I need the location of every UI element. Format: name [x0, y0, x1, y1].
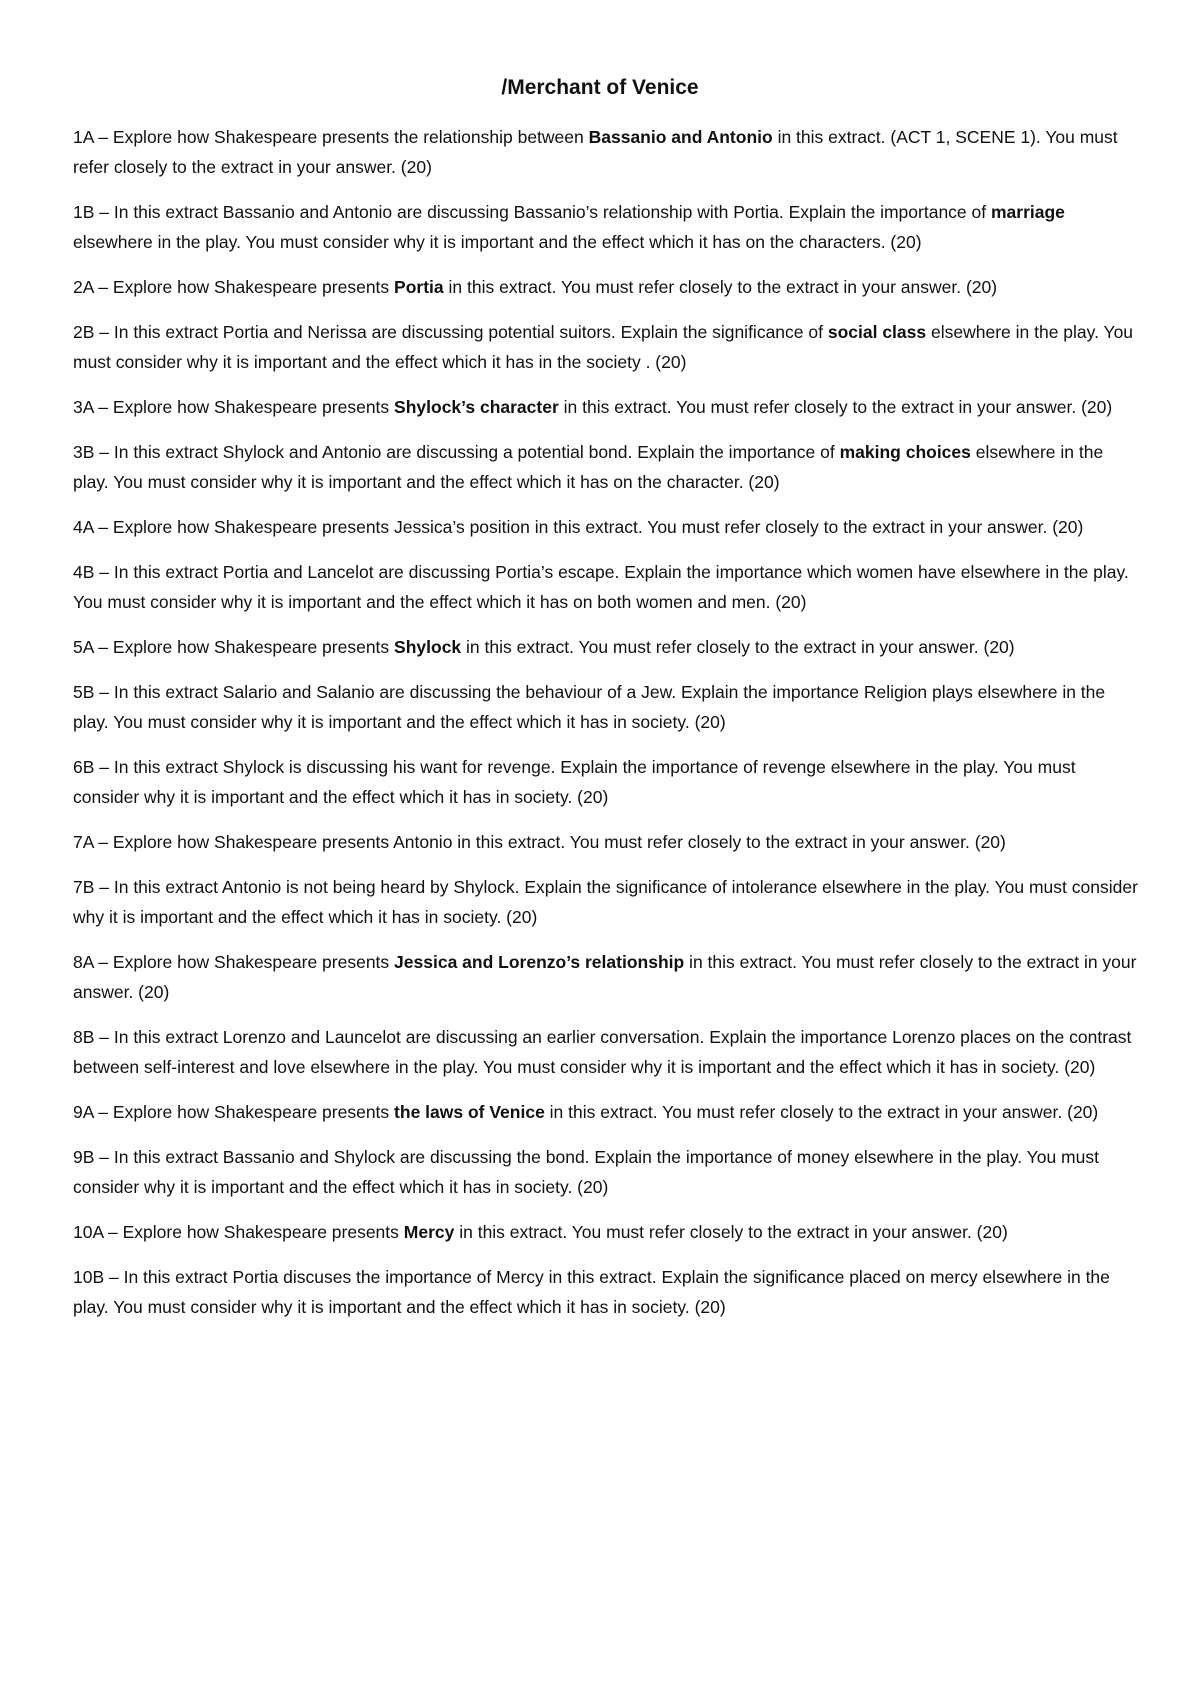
question-text: 2A – Explore how Shakespeare presents	[73, 277, 395, 297]
question-text: 9A – Explore how Shakespeare presents	[73, 1102, 395, 1122]
question-text: 8B – In this extract Lorenzo and Launcelot are discussing an earlier conversation. Explain the importance Lorenzo places on the contrast between self-interest and love elsewhere in the play. You must consider why it is important and the effect which it has in society. (20)	[73, 1027, 1132, 1077]
question-text: in this extract. You must refer closely to the extract in your answer. (20)	[558, 397, 1113, 417]
question-emphasis: Shylock	[394, 637, 462, 657]
question-text: 9B – In this extract Bassanio and Shylock are discussing the bond. Explain the importance of money elsewhere in the play. You must consider why it is important and the effect which it has in society. (20)	[73, 1147, 1099, 1197]
question-4a	[73, 512, 1143, 542]
question-emphasis: marriage	[990, 202, 1065, 222]
question-text: 1B – In this extract Bassanio and Antonio are discussing Bassanio’s relationship with Portia. Explain the importance of	[73, 202, 991, 222]
question-emphasis: Portia	[394, 277, 444, 297]
question-text: 1A – Explore how Shakespeare presents the relationship between	[73, 127, 589, 147]
question-text: in this extract. You must refer closely to the extract in your answer. (20)	[443, 277, 998, 297]
question-text: in this extract. You must refer closely to the extract in your answer. (20)	[454, 1222, 1008, 1242]
page-title: /Merchant of Venice	[501, 76, 699, 99]
question-text: 4A – Explore how Shakespeare presents Jessica’s position in this extract. You must refer closely to the extract in your answer. (20)	[73, 517, 1084, 537]
question-text: 3A – Explore how Shakespeare presents	[73, 397, 395, 417]
question-text: elsewhere in the play. You must consider why it is important and the effect which it has on the character. (20)	[73, 442, 1104, 492]
question-emphasis: Bassanio and Antonio	[588, 127, 773, 147]
question-7a	[73, 827, 1143, 857]
question-text: elsewhere in the play. You must consider why it is important and the effect which it has on the characters. (20)	[73, 232, 922, 252]
question-10a	[73, 1217, 1143, 1247]
question-9b	[73, 1142, 1143, 1202]
question-emphasis: social class	[827, 322, 927, 342]
question-5a	[73, 632, 1143, 662]
question-9a	[73, 1097, 1143, 1127]
question-text: 5B – In this extract Salario and Salanio are discussing the behaviour of a Jew. Explain the importance Religion plays elsewhere in the play. You must consider why it is important and the effect which it has in society. (20)	[73, 682, 1106, 732]
question-text: in this extract. You must refer closely to the extract in your answer. (20)	[461, 637, 1015, 657]
question-3b	[73, 437, 1143, 497]
question-4b	[73, 557, 1143, 617]
question-5b	[73, 677, 1143, 737]
question-2b	[73, 317, 1143, 377]
question-1b	[73, 197, 1143, 257]
question-3a	[73, 392, 1143, 422]
question-7b	[73, 872, 1143, 932]
question-8a	[73, 947, 1143, 1007]
question-list	[73, 122, 1143, 1337]
question-10b	[73, 1262, 1143, 1322]
question-2a	[73, 272, 1143, 302]
question-6b	[73, 752, 1143, 812]
question-emphasis: Jessica and Lorenzo’s relationship	[394, 952, 685, 972]
question-text: in this extract. You must refer closely to the extract in your answer. (20)	[544, 1102, 1099, 1122]
question-1a	[73, 122, 1143, 182]
question-emphasis: making choices	[839, 442, 971, 462]
question-text: 5A – Explore how Shakespeare presents	[73, 637, 395, 657]
question-text: in this extract. (ACT 1, SCENE 1). You must refer closely to the extract in your answer. (20)	[73, 127, 1118, 177]
question-text: 8A – Explore how Shakespeare presents	[73, 952, 395, 972]
question-text: 4B – In this extract Portia and Lancelot are discussing Portia’s escape. Explain the importance which women have elsewhere in the play. You must consider why it is important and the effect which it has on both women and men. (20)	[73, 562, 1129, 612]
question-text: in this extract. You must refer closely to the extract in your answer. (20)	[73, 952, 1137, 1002]
question-text: 6B – In this extract Shylock is discussing his want for revenge. Explain the importance of revenge elsewhere in the play. You must consider why it is important and the effect which it has in society. (20)	[73, 757, 1076, 807]
question-text: 10A – Explore how Shakespeare presents	[73, 1222, 404, 1242]
question-emphasis: Mercy	[403, 1222, 455, 1242]
question-emphasis: Shylock’s character	[394, 397, 559, 417]
question-emphasis: the laws of Venice	[394, 1102, 545, 1122]
question-text: 10B – In this extract Portia discuses the importance of Mercy in this extract. Explain the significance placed on mercy elsewhere in the play. You must consider why it is important and the effect which it has in society. (20)	[73, 1267, 1110, 1317]
question-text: 7A – Explore how Shakespeare presents Antonio in this extract. You must refer closely to the extract in your answer. (20)	[73, 832, 1006, 852]
question-8b	[73, 1022, 1143, 1082]
question-text: 7B – In this extract Antonio is not being heard by Shylock. Explain the significance of intolerance elsewhere in the play. You must consider why it is important and the effect which it has in society. (20)	[73, 877, 1138, 927]
question-text: 2B – In this extract Portia and Nerissa are discussing potential suitors. Explain the significance of	[73, 322, 828, 342]
question-text: 3B – In this extract Shylock and Antonio are discussing a potential bond. Explain the importance of	[73, 442, 840, 462]
question-text: elsewhere in the play. You must consider why it is important and the effect which it has in the society . (20)	[73, 322, 1134, 372]
